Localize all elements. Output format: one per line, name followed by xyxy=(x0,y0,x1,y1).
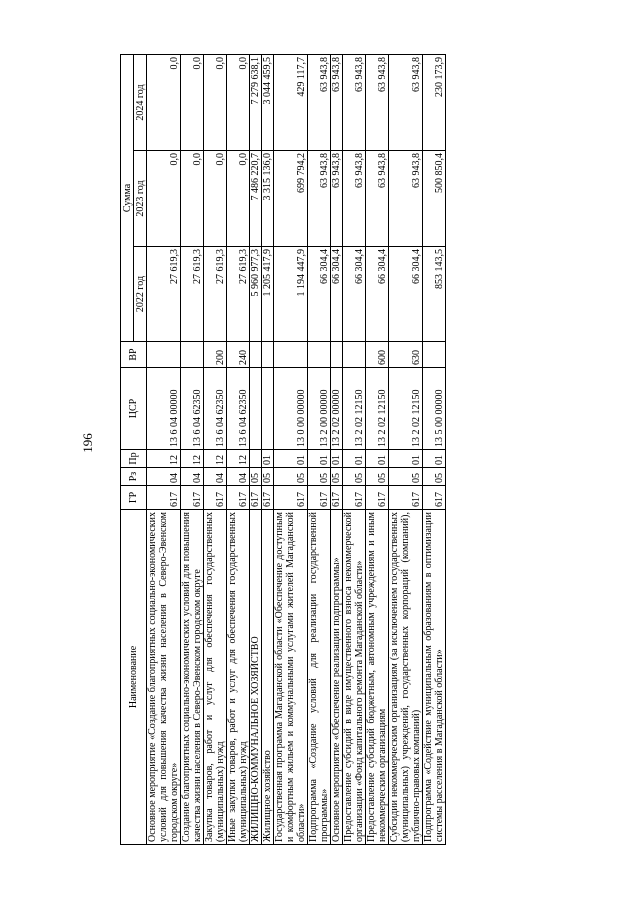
cell-rz: 05 xyxy=(389,468,423,486)
cell-rz: 05 xyxy=(274,468,308,486)
cell-vr xyxy=(250,342,262,368)
cell-2022: 27 619,3 xyxy=(147,247,181,342)
cell-2022: 66 304,4 xyxy=(343,247,366,342)
cell-2023: 63 943,8 xyxy=(331,151,343,247)
cell-gr: 617 xyxy=(181,486,204,510)
cell-pr: 01 xyxy=(331,450,343,468)
cell-2024: 63 943,8 xyxy=(366,55,389,151)
cell-csr: 13 6 04 62350 xyxy=(181,368,204,450)
cell-csr: 13 2 02 12150 xyxy=(389,368,423,450)
cell-rz: 05 xyxy=(262,468,274,486)
cell-2024: 0,0 xyxy=(227,55,250,151)
table-row xyxy=(331,55,343,845)
cell-2022: 66 304,4 xyxy=(366,247,389,342)
cell-rz: 04 xyxy=(147,468,181,486)
cell-csr: 13 2 00 00000 xyxy=(308,368,331,450)
cell-name: Создание благоприятных социально-экономических условий для повышения качества жизни населения в Северо-Эвенском городском округе xyxy=(181,510,204,845)
cell-vr xyxy=(331,342,343,368)
cell-csr: 13 2 02 00000 xyxy=(331,368,343,450)
table-wrapper xyxy=(120,55,525,845)
header-2022: 2022 год xyxy=(134,247,147,342)
cell-csr: 13 6 04 62350 xyxy=(227,368,250,450)
cell-2022: 66 304,4 xyxy=(389,247,423,342)
cell-name: Предоставление субсидий в виде имущественного взноса некоммерческой организации «Фонд капитального ремонта Магаданской области» xyxy=(343,510,366,845)
cell-csr: 13 5 00 00000 xyxy=(423,368,446,450)
table-row xyxy=(250,55,262,845)
cell-pr: 01 xyxy=(262,450,274,468)
cell-gr: 617 xyxy=(227,486,250,510)
cell-2022: 27 619,3 xyxy=(204,247,227,342)
cell-gr: 617 xyxy=(204,486,227,510)
cell-gr: 617 xyxy=(274,486,308,510)
cell-gr: 617 xyxy=(389,486,423,510)
page-number: 196 xyxy=(80,433,95,453)
cell-pr: 01 xyxy=(366,450,389,468)
cell-gr: 617 xyxy=(343,486,366,510)
table-row xyxy=(181,55,204,845)
cell-name: Основное мероприятие «Создание благоприятных социально-экономических условий для повышения качества жизни населения в Северо-Эвенском городском округе» xyxy=(147,510,181,845)
cell-name: ЖИЛИЩНО-КОММУНАЛЬНОЕ ХОЗЯЙСТВО xyxy=(250,510,262,845)
cell-pr xyxy=(250,450,262,468)
cell-name: Подпрограмма «Содействие муниципальным образованиям в оптимизации системы расселения в Магаданской области» xyxy=(423,510,446,845)
table-row xyxy=(204,55,227,845)
cell-rz: 04 xyxy=(181,468,204,486)
cell-2022: 66 304,4 xyxy=(331,247,343,342)
header-vr: ВР xyxy=(121,342,147,368)
table-row xyxy=(389,55,423,845)
cell-2024: 7 279 638,1 xyxy=(250,55,262,151)
cell-vr xyxy=(181,342,204,368)
cell-csr: 13 2 02 12150 xyxy=(343,368,366,450)
cell-rz: 05 xyxy=(308,468,331,486)
cell-2024: 63 943,8 xyxy=(308,55,331,151)
cell-gr: 617 xyxy=(262,486,274,510)
cell-2023: 63 943,8 xyxy=(389,151,423,247)
cell-2022: 1 194 447,9 xyxy=(274,247,308,342)
cell-csr: 13 6 04 00000 xyxy=(147,368,181,450)
cell-pr: 12 xyxy=(147,450,181,468)
cell-2022: 5 960 977,3 xyxy=(250,247,262,342)
cell-2022: 1 205 417,9 xyxy=(262,247,274,342)
table-row xyxy=(274,55,308,845)
cell-rz: 05 xyxy=(343,468,366,486)
cell-2023: 500 850,4 xyxy=(423,151,446,247)
cell-2024: 0,0 xyxy=(204,55,227,151)
cell-name: Подпрограмма «Создание условий для реализации государственной программы» xyxy=(308,510,331,845)
header-rz: Рз xyxy=(121,468,147,486)
table-row xyxy=(423,55,446,845)
header-summa: Сумма xyxy=(121,55,134,342)
cell-pr: 01 xyxy=(308,450,331,468)
cell-vr xyxy=(308,342,331,368)
cell-2023: 0,0 xyxy=(227,151,250,247)
table-row xyxy=(262,55,274,845)
cell-vr xyxy=(274,342,308,368)
cell-vr: 240 xyxy=(227,342,250,368)
cell-gr: 617 xyxy=(366,486,389,510)
header-2024: 2024 год xyxy=(134,55,147,151)
cell-2023: 0,0 xyxy=(181,151,204,247)
cell-2023: 7 486 220,7 xyxy=(250,151,262,247)
cell-gr: 617 xyxy=(147,486,181,510)
cell-rz: 05 xyxy=(423,468,446,486)
cell-name: Жилищное хозяйство xyxy=(262,510,274,845)
cell-name: Закупка товаров, работ и услуг для обеспечения государственных (муниципальных) нужд xyxy=(204,510,227,845)
cell-vr: 600 xyxy=(366,342,389,368)
table-row xyxy=(147,55,181,845)
cell-gr: 617 xyxy=(308,486,331,510)
cell-pr: 12 xyxy=(204,450,227,468)
table-row xyxy=(227,55,250,845)
cell-2023: 3 315 136,0 xyxy=(262,151,274,247)
cell-2023: 63 943,8 xyxy=(343,151,366,247)
cell-2022: 853 143,5 xyxy=(423,247,446,342)
cell-pr: 01 xyxy=(274,450,308,468)
cell-2023: 63 943,8 xyxy=(308,151,331,247)
header-name: Наименование xyxy=(121,510,147,845)
cell-name: Основное мероприятие «Обеспечение реализации подпрограммы» xyxy=(331,510,343,845)
cell-pr: 01 xyxy=(343,450,366,468)
cell-vr: 630 xyxy=(389,342,423,368)
cell-pr: 12 xyxy=(227,450,250,468)
header-row xyxy=(121,55,134,845)
cell-rz: 05 xyxy=(331,468,343,486)
cell-vr xyxy=(423,342,446,368)
cell-vr xyxy=(147,342,181,368)
cell-2023: 0,0 xyxy=(147,151,181,247)
cell-gr: 617 xyxy=(250,486,262,510)
table-row xyxy=(308,55,331,845)
cell-name: Иные закупки товаров, работ и услуг для обеспечения государственных (муниципальных) нужд xyxy=(227,510,250,845)
cell-2024: 63 943,8 xyxy=(389,55,423,151)
cell-csr: 13 6 04 62350 xyxy=(204,368,227,450)
cell-rz: 05 xyxy=(366,468,389,486)
cell-name: Предоставление субсидий бюджетным, автономным учреждениям и иным некоммерческим организациям xyxy=(366,510,389,845)
cell-2024: 429 117,7 xyxy=(274,55,308,151)
header-pr: Пр xyxy=(121,450,147,468)
cell-csr: 13 0 00 00000 xyxy=(274,368,308,450)
table-row xyxy=(366,55,389,845)
cell-gr: 617 xyxy=(423,486,446,510)
cell-csr xyxy=(262,368,274,450)
cell-2024: 3 044 459,5 xyxy=(262,55,274,151)
cell-2023: 63 943,8 xyxy=(366,151,389,247)
cell-2024: 230 173,9 xyxy=(423,55,446,151)
cell-pr: 12 xyxy=(181,450,204,468)
budget-table xyxy=(120,54,446,845)
cell-2022: 27 619,3 xyxy=(227,247,250,342)
cell-vr xyxy=(343,342,366,368)
cell-rz: 04 xyxy=(227,468,250,486)
header-gr: ГР xyxy=(121,486,147,510)
cell-csr xyxy=(250,368,262,450)
cell-gr: 617 xyxy=(331,486,343,510)
header-2023: 2023 год xyxy=(134,151,147,247)
cell-name: Субсидии некоммерческим организациям (за исключением государственных (муниципальных) учреждений, государственных корпораций (компаний), публично-правовых компаний) xyxy=(389,510,423,845)
cell-name: Государственная программа Магаданской области «Обеспечение доступным и комфортным жильем и коммунальными услугами жителей Магаданской области» xyxy=(274,510,308,845)
cell-rz: 04 xyxy=(204,468,227,486)
cell-2023: 699 794,2 xyxy=(274,151,308,247)
cell-2024: 0,0 xyxy=(147,55,181,151)
cell-2023: 0,0 xyxy=(204,151,227,247)
rotated-table-area xyxy=(120,55,525,845)
header-csr: ЦСР xyxy=(121,368,147,450)
cell-rz: 05 xyxy=(250,468,262,486)
cell-2022: 66 304,4 xyxy=(308,247,331,342)
table-row xyxy=(343,55,366,845)
cell-2024: 63 943,8 xyxy=(331,55,343,151)
cell-2022: 27 619,3 xyxy=(181,247,204,342)
cell-pr: 01 xyxy=(389,450,423,468)
cell-vr: 200 xyxy=(204,342,227,368)
cell-pr: 01 xyxy=(423,450,446,468)
cell-vr xyxy=(262,342,274,368)
cell-2024: 63 943,8 xyxy=(343,55,366,151)
cell-2024: 0,0 xyxy=(181,55,204,151)
cell-csr: 13 2 02 12150 xyxy=(366,368,389,450)
